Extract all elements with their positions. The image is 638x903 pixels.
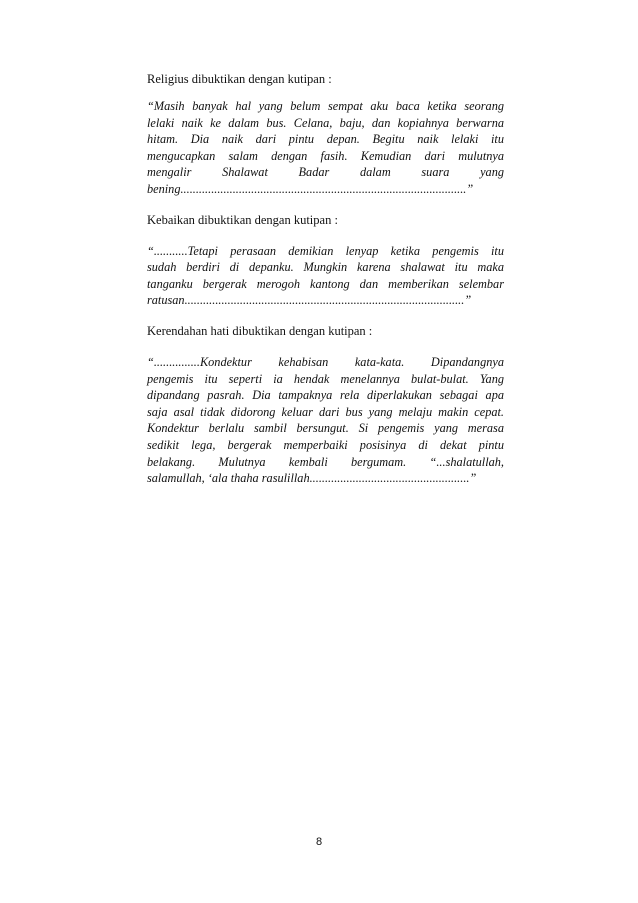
quote-line: mengalir Shalawat Badar dalam suara yang [147, 165, 504, 180]
quote-kebaikan [147, 243, 504, 309]
quote-line: “...........Tetapi perasaan demikian lenyap ketika pengemis itu [147, 243, 504, 258]
quote-line: saja asal tidak didorong keluar dari bus yang melaju makin cepat. [147, 404, 504, 419]
page-number: 8 [315, 836, 323, 848]
quote-line: belakang. Mulutnya kembali bergumam. “...shalatullah, [147, 454, 504, 469]
quote-line: hitam. Dia naik dari pintu depan. Begitu naik lelaki itu [147, 132, 504, 147]
quote-line: mengucapkan salam dengan fasih. Kemudian dari mulutnya [147, 148, 504, 163]
quote-line: sudah berdiri di depanku. Mungkin karena shalawat itu maka [147, 260, 504, 275]
document-body [147, 71, 504, 487]
section-heading-religius: Religius dibuktikan dengan kutipan : [147, 72, 332, 86]
quote-religius [147, 98, 504, 198]
quote-line: lelaki naik ke dalam bus. Celana, baju, dan kopiahnya berwarna [147, 115, 504, 130]
quote-line: tanganku bergerak merogoh kantong dan memberikan selembar [147, 276, 504, 291]
quote-line: bening.............................................................................................” [147, 181, 474, 196]
quote-line: sedikit lega, bergerak memperbaiki posisinya di dekat pintu [147, 437, 504, 452]
quote-line: Kondektur berlalu sambil bersungut. Si pengemis yang merasa [147, 421, 504, 436]
section-heading-kebaikan: Kebaikan dibuktikan dengan kutipan : [147, 212, 338, 227]
quote-line: “Masih banyak hal yang belum sempat aku baca ketika seorang [147, 99, 504, 113]
section-heading-kerendahan-hati: Kerendahan hati dibuktikan dengan kutipan : [147, 323, 373, 338]
quote-kerendahan-hati [147, 354, 504, 487]
quote-line: “...............Kondektur kehabisan kata-kata. Dipandangnya [147, 354, 504, 369]
quote-line: pengemis itu seperti ia hendak menelannya bulat-bulat. Yang [147, 371, 504, 386]
quote-line: ratusan...........................................................................................” [147, 293, 472, 308]
quote-line: dipandang pasrah. Dia tampaknya rela diperlakukan sebagai apa [147, 388, 504, 403]
quote-line: salamullah, ‘ala thaha rasulillah....................................................” [147, 471, 477, 486]
